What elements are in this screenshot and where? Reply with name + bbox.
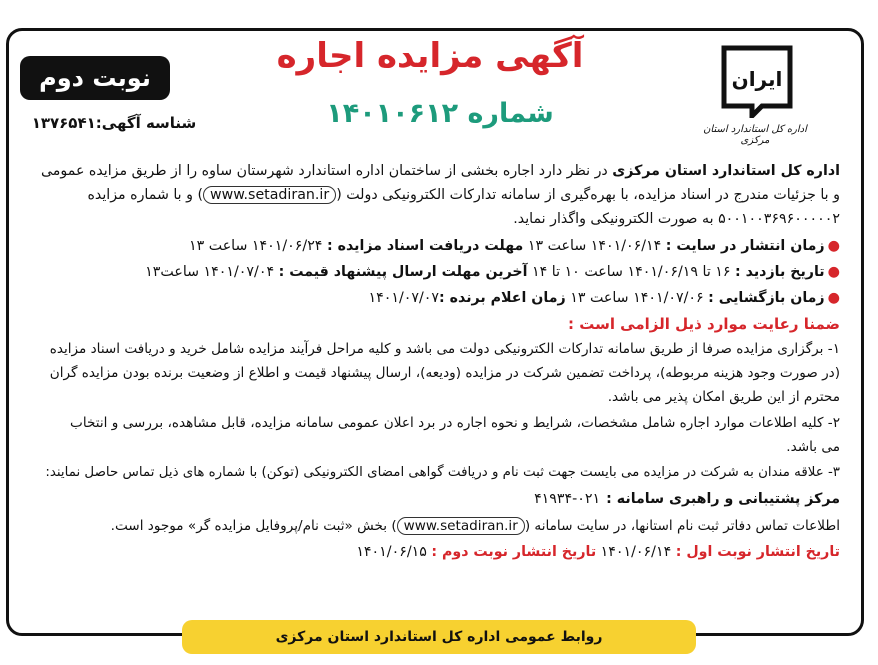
offices-text-a: اطلاعات تماس دفاتر ثبت نام استانها، در سایت سامانه ( [524, 518, 840, 534]
schedule-publish [30, 235, 840, 257]
condition-1-line-3: محترم از این طریق امکان پذیر می باشد. [607, 389, 840, 405]
publish-value: ۱۴۰۱/۰۶/۱۴ ساعت ۱۳ [523, 238, 666, 254]
schedule-opening [30, 287, 840, 309]
notice-id: شناسه آگهی:۱۳۷۶۵۴۱ [31, 114, 197, 132]
standard-logo [716, 42, 798, 118]
second-publish-label: تاریخ انتشار نوبت دوم : [431, 544, 597, 560]
notice-title: آگهی مزایده اجاره [276, 36, 584, 76]
condition-1-line-1: ۱- برگزاری مزایده صرفا از طریق سامانه تدارکات الکترونیکی دولت می باشد و کلیه مراحل فرآیند مزایده شامل خرید و دریافت اسناد مزایده [49, 341, 840, 357]
offices-text-b: ) بخش «ثبت نام/پروفایل مزایده گر» موجود است. [110, 518, 397, 534]
condition-1-line-2: (در صورت وجود هزینه مربوطه)، پرداخت تضمین شرکت در مزایده (ودیعه)، ارسال پیشنهاد قیمت و اطلاع از وضعیت برنده بودن مزایده گران [49, 365, 840, 381]
bullet-icon: ● [827, 238, 840, 254]
conditions-heading: ضمنا رعایت موارد ذیل الزامی است : [567, 315, 840, 333]
publication-dates [30, 541, 840, 563]
intro-text-2a: و با جزئیات مندرج در اسناد مزایده، با بهره‌گیری از سامانه تدارکات الکترونیکی دولت ( [336, 187, 840, 203]
visit-label: تاریخ بازدید : [735, 264, 825, 280]
winner-label: زمان اعلام برنده : [439, 290, 566, 306]
bullet-icon: ● [827, 290, 840, 306]
offer-deadline-value: ۱۴۰۱/۰۷/۰۴ ساعت۱۳ [145, 264, 279, 280]
first-publish-label: تاریخ انتشار نوبت اول : [675, 544, 840, 560]
intro-text-2b: ) و با شماره مزایده [87, 187, 204, 203]
logo-caption: اداره کل استاندارد استان مرکزی [703, 124, 807, 146]
bullet-icon: ● [827, 264, 840, 280]
turn-badge: نوبت دوم [20, 56, 170, 100]
schedule-visit [30, 261, 840, 283]
offer-deadline-label: آخرین مهلت ارسال پیشنهاد قیمت : [278, 264, 528, 280]
first-publish-value: ۱۴۰۱/۰۶/۱۴ [596, 544, 676, 560]
docs-deadline-label: مهلت دریافت اسناد مزایده : [326, 238, 524, 254]
setadiran-link[interactable]: www.setadiran.ir [203, 186, 336, 204]
winner-value: ۱۴۰۱/۰۷/۰۷ [368, 290, 440, 306]
opening-label: زمان بازگشایی : [708, 290, 825, 306]
publish-label: زمان انتشار در سایت : [665, 238, 825, 254]
offices-line [30, 515, 840, 537]
setadiran-link-2[interactable]: www.setadiran.ir [397, 517, 525, 535]
second-publish-value: ۱۴۰۱/۰۶/۱۵ [356, 544, 432, 560]
public-relations-footer: روابط عمومی اداره کل استاندارد استان مرکزی [182, 620, 696, 654]
support-phone: ۴۱۹۳۴-۰۲۱ [534, 491, 601, 507]
intro-line-1 [30, 160, 840, 182]
intro-line-3: ۵۰۰۱۰۰۳۶۹۶۰۰۰۰۰۲ به صورت الکترونیکی واگذار نماید. [513, 211, 840, 227]
standard-logo-icon [716, 42, 798, 118]
docs-deadline-value: ۱۴۰۱/۰۶/۲۴ ساعت ۱۳ [189, 238, 327, 254]
visit-value: ۱۶ تا ۱۴۰۱/۰۶/۱۹ ساعت ۱۰ تا ۱۴ [527, 264, 736, 280]
support-line [30, 488, 840, 510]
condition-3-line-1: ۳- علاقه مندان به شرکت در مزایده می بایست جهت ثبت نام و دریافت گواهی امضای الکترونیکی (توکن) با شماره های ذیل تماس حاصل نمایند: [45, 465, 840, 480]
auction-number: شماره ۱۴۰۱۰۶۱۲ [326, 98, 554, 129]
organization-name: اداره کل استاندارد استان مرکزی [612, 163, 840, 179]
condition-2-line-1: ۲- کلیه اطلاعات موارد اجاره شامل مشخصات، شرایط و نحوه اجاره در برد اعلان عمومی سامانه مزایده، قابل مشاهده، بررسی و انتخاب [70, 415, 840, 431]
condition-2-line-2: می باشد. [786, 439, 840, 455]
support-label: مرکز پشتیبانی و راهبری سامانه : [606, 491, 840, 507]
intro-text-1: در نظر دارد اجاره بخشی از ساختمان اداره استاندارد شهرستان ساوه را از طریق مزایده عمومی [40, 163, 613, 179]
intro-line-2 [30, 184, 840, 206]
svg-text:ایران: ایران [731, 67, 783, 91]
opening-value: ۱۴۰۱/۰۷/۰۶ ساعت ۱۳ [565, 290, 709, 306]
